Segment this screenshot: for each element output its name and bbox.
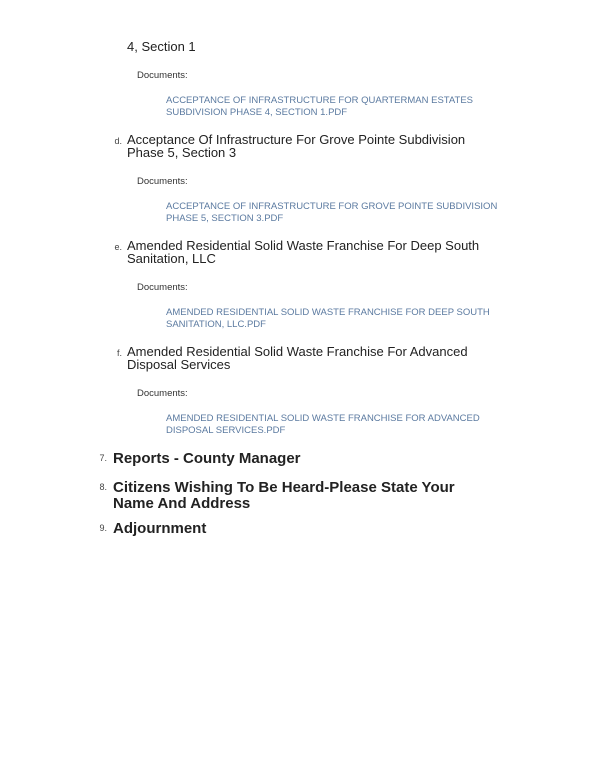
documents-label: Documents: bbox=[137, 388, 188, 399]
item-marker: e. bbox=[114, 242, 122, 252]
item-title: Acceptance Of Infrastructure For Grove Pointe Subdivision Phase 5, Section 3 bbox=[127, 132, 466, 160]
item-marker: f. bbox=[116, 348, 122, 358]
document-link-grove-pointe[interactable]: ACCEPTANCE OF INFRASTRUCTURE FOR GROVE POINTE SUBDIVISION PHASE 5, SECTION 3.PDF bbox=[166, 201, 498, 224]
item-marker: d. bbox=[114, 136, 122, 146]
item-title: Amended Residential Solid Waste Franchise For Advanced Disposal Services bbox=[127, 344, 468, 372]
item-marker: 9. bbox=[99, 523, 107, 533]
agenda-item-title-continued: 4, Section 1 bbox=[127, 39, 196, 54]
item-title: Reports - County Manager bbox=[113, 450, 301, 467]
document-link-deep-south[interactable]: AMENDED RESIDENTIAL SOLID WASTE FRANCHISE FOR DEEP SOUTH SANITATION, LLC.PDF bbox=[166, 307, 490, 330]
documents-label: Documents: bbox=[137, 282, 188, 293]
documents-label: Documents: bbox=[137, 70, 188, 81]
item-title: Citizens Wishing To Be Heard-Please State Your Name And Address bbox=[113, 479, 455, 512]
item-marker: 8. bbox=[99, 482, 107, 492]
document-link-advanced-disposal[interactable]: AMENDED RESIDENTIAL SOLID WASTE FRANCHISE FOR ADVANCED DISPOSAL SERVICES.PDF bbox=[166, 413, 480, 436]
item-marker: 7. bbox=[99, 453, 107, 463]
document-link-quarterman[interactable]: ACCEPTANCE OF INFRASTRUCTURE FOR QUARTERMAN ESTATES SUBDIVISION PHASE 4, SECTION 1.PDF bbox=[166, 95, 474, 118]
item-title: Adjournment bbox=[113, 520, 207, 537]
item-title: Amended Residential Solid Waste Franchise For Deep South Sanitation, LLC bbox=[127, 238, 480, 266]
documents-label: Documents: bbox=[137, 176, 188, 187]
